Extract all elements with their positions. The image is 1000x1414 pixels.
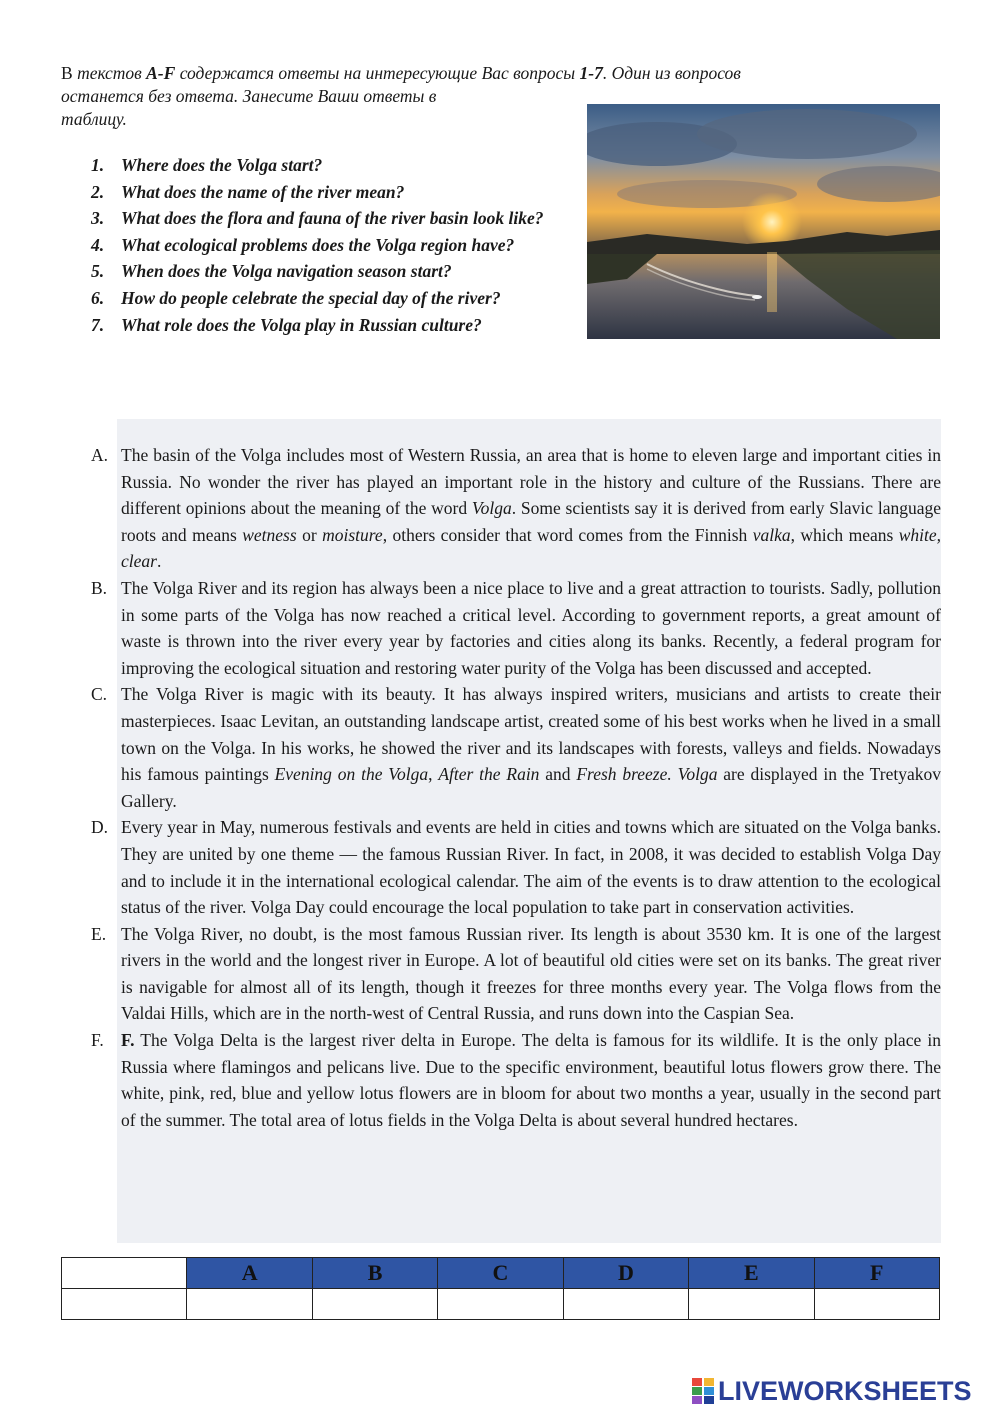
text-a-italic: Volga <box>471 498 512 519</box>
text-c-italic: After the Rain <box>438 764 540 785</box>
instructions-text: В <box>61 63 78 83</box>
text-f-bold: F. <box>121 1030 135 1051</box>
answer-cell-d[interactable] <box>563 1289 688 1320</box>
question-text: What does the name of the river mean? <box>121 181 405 202</box>
text-c-italic: Fresh breeze. Volga <box>576 764 718 785</box>
text-d <box>61 814 941 920</box>
text-f <box>61 1027 941 1133</box>
question-text: What does the flora and fauna of the river basin look like? <box>121 208 544 229</box>
answer-cell-e[interactable] <box>689 1289 814 1320</box>
text-a-italic: wetness <box>242 524 297 545</box>
question-item <box>61 179 581 206</box>
answer-header-c: C <box>438 1258 563 1289</box>
answer-cell-c[interactable] <box>438 1289 563 1320</box>
question-text: What ecological problems does the Volga region have? <box>121 234 515 255</box>
question-number: 6. <box>91 287 105 308</box>
question-item <box>61 312 581 339</box>
text-a-content: . Some scientists say it is derived from early Slavic language roots and means <box>121 498 941 545</box>
question-text: When does the Volga navigation season start? <box>121 261 452 282</box>
text-letter: D. <box>91 817 109 838</box>
text-letter: A. <box>91 445 109 465</box>
text-c <box>61 681 941 814</box>
text-letter: F. <box>91 1030 104 1051</box>
texts-section <box>61 442 941 1133</box>
text-a-content: or <box>296 524 323 545</box>
text-letter: E. <box>91 923 107 944</box>
question-text: What role does the Volga play in Russian culture? <box>121 314 482 335</box>
question-number: 5. <box>91 261 105 282</box>
volga-sunset-photo <box>587 104 940 339</box>
instructions-text-bold: A-F <box>146 63 176 83</box>
text-c-content: are displayed in the Tretyakov Gallery. <box>121 764 941 811</box>
answer-row-label-cell <box>62 1289 187 1320</box>
text-c-content: and <box>539 764 577 785</box>
text-c-content: The Volga River is magic with its beauty. It has always inspired writers, musicians and artists to create their masterpieces. Isaac Levitan, an outstanding landscape artist, created some of his best works when he lived in a small town on the Volga. In his works, he showed the river and its landscapes with forests, valleys and fields. Nowadays his famous paintings <box>121 684 941 785</box>
answer-cell-f[interactable] <box>814 1289 939 1320</box>
answer-header-b: B <box>312 1258 437 1289</box>
answer-header-f: F <box>814 1258 939 1289</box>
liveworksheets-logo-icon <box>692 1378 714 1404</box>
text-letter: B. <box>91 577 108 598</box>
instructions-text: . Один из вопросов <box>602 63 741 83</box>
question-number: 7. <box>91 314 105 335</box>
answer-header-e: E <box>689 1258 814 1289</box>
answer-cell-b[interactable] <box>312 1289 437 1320</box>
question-item <box>61 285 581 312</box>
instructions-text: останется без ответа. Занесите Ваши ответы в <box>61 86 437 106</box>
text-a <box>61 442 941 575</box>
question-number: 2. <box>91 181 105 202</box>
answer-table-input-row <box>62 1289 940 1320</box>
text-b-content: The Volga River and its region has always been a nice place to live and a great attraction to tourists. Sadly, pollution in some parts of the Volga has now reached a critical level. According to government reports, a great amount of waste is thrown into the river every year by factories and cities along its banks. Recently, a federal program for improving the ecological situation and restoring water purity of the Volga has been discussed and accepted. <box>121 577 941 678</box>
text-a-content: , others consider that word comes from the Finnish <box>382 524 753 545</box>
answer-table-corner <box>62 1258 187 1289</box>
question-number: 1. <box>91 155 105 175</box>
liveworksheets-logo <box>692 1376 972 1406</box>
text-d-content: Every year in May, numerous festivals and events are held in cities and towns which are situated on the Volga banks. They are united by one theme — the famous Russian River. In fact, in 2008, it was decided to establish Volga Day and to include it in the international ecological calendar. The aim of the events is to draw attention to the ecological status of the river. Volga Day could encourage the local population to take part in conservation activities. <box>121 817 941 918</box>
question-list <box>61 152 581 338</box>
text-e <box>61 921 941 1027</box>
text-c-italic: Evening on the Volga <box>274 764 429 785</box>
answer-table <box>61 1257 940 1320</box>
question-item <box>61 205 581 232</box>
text-letter: C. <box>91 684 108 705</box>
instructions-text: содержатся ответы на интересующие Вас вопросы <box>175 63 580 83</box>
question-item <box>61 258 581 285</box>
text-e-content: The Volga River, no doubt, is the most famous Russian river. Its length is about 3530 km. It is one of the largest rivers in the world and the longest river in Europe. A lot of beautiful old cities were set on its banks. The great river is navigable for almost all of its length, though it freezes for three months every year. The Volga flows from the Valdai Hills, which are in the north-west of Central Russia, and runs down into the Caspian Sea. <box>121 923 941 1024</box>
instructions-text: текстов <box>77 63 147 83</box>
answer-table-header-row <box>62 1258 940 1289</box>
text-b <box>61 575 941 681</box>
text-f-content: The Volga Delta is the largest river delta in Europe. The delta is famous for its wildlife. It is the only place in Russia where flamingos and pelicans live. Due to the specific environment, beautiful lotus flowers grow there. The white, pink, red, blue and yellow lotus flowers are in bloom for about two months a year, usually in the second part of the summer. The total area of lotus fields in the Volga Delta is about several hundred hectares. <box>121 1030 941 1130</box>
question-item <box>61 232 581 259</box>
text-a-italic: white, clear <box>121 524 941 572</box>
text-a-italic: moisture <box>322 524 383 545</box>
instructions-text: таблицу. <box>61 109 127 129</box>
text-a-content: . <box>156 551 162 572</box>
question-number: 4. <box>91 234 105 255</box>
text-c-content: , <box>428 764 439 785</box>
text-a-italic: valka <box>752 524 791 545</box>
answer-cell-a[interactable] <box>187 1289 312 1320</box>
answer-header-d: D <box>563 1258 688 1289</box>
question-text: Where does the Volga start? <box>121 155 323 175</box>
question-text: How do people celebrate the special day of the river? <box>121 287 501 308</box>
question-item <box>61 152 581 179</box>
instructions-text-bold: 1-7 <box>579 63 603 83</box>
question-number: 3. <box>91 208 105 229</box>
answer-header-a: A <box>187 1258 312 1289</box>
text-a-content: The basin of the Volga includes most of Western Russia, an area that is home to eleven large and important cities in Russia. No wonder the river has played an important role in the history and culture of the Russians. There are different opinions about the meaning of the word <box>121 445 941 519</box>
liveworksheets-wordmark: LIVEWORKSHEETS <box>718 1375 972 1406</box>
photo-illustration <box>587 104 940 339</box>
text-a-content: , which means <box>790 524 899 545</box>
